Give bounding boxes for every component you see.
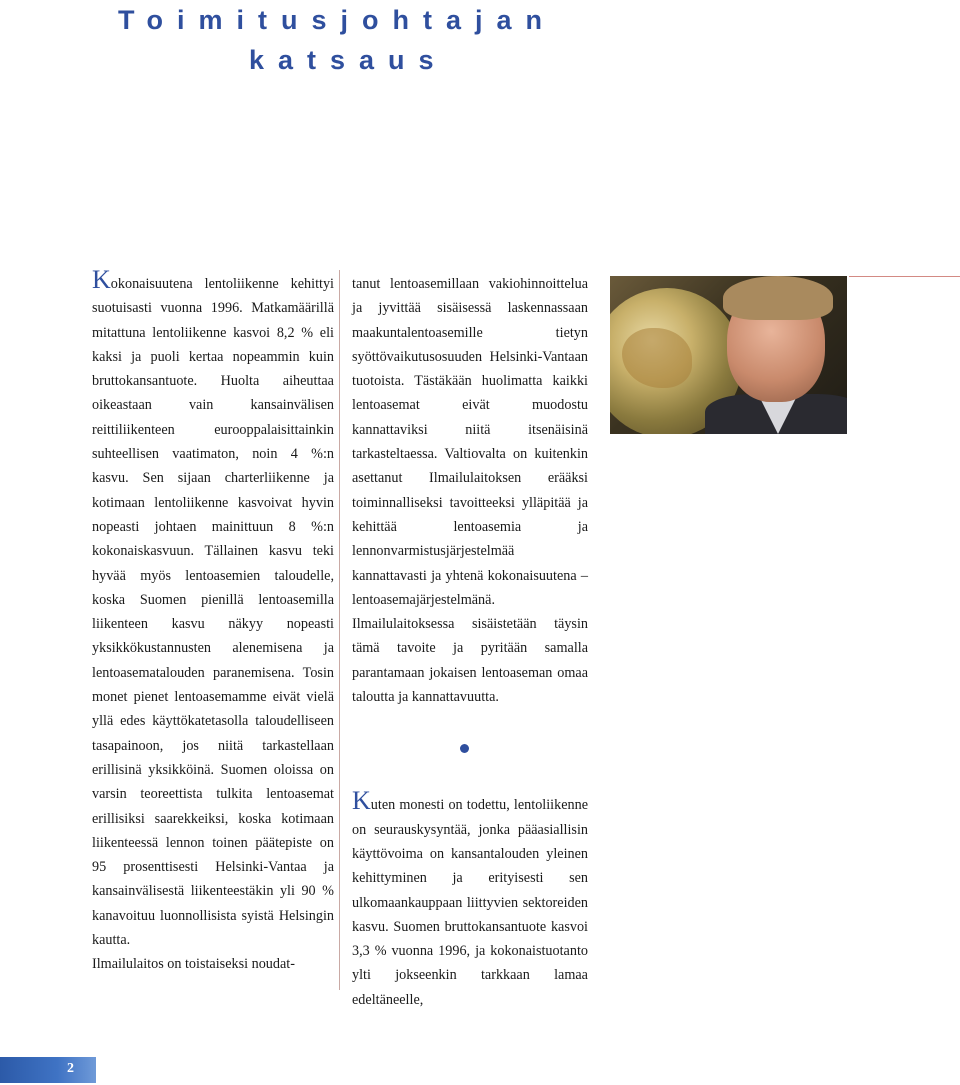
person-hair-shape xyxy=(723,276,833,320)
section-bullet xyxy=(460,744,469,753)
paragraph-1-text: okonaisuutena lentoliikenne kehittyi suotuisasti vuonna 1996. Matkamäärillä mitattuna lentoliikenne kasvoi 8,2 % eli kaksi ja puoli kertaa nopeammin kuin bruttokansantuote. Huolta aiheuttaa oikeastaan vain kansainvälisen reittiliikenteen eurooppalaisittainkin suhteellisen vaatimaton, noin 4 %:n kasvu. Sen sijaan charterliikenne ja kotimaan lentoliikenne kasvoivat hyvin nopeasti johtaen mainittuun 8 %:n kokonaiskasvuun. Tällainen kasvu teki hyvää myös lentoasemien taloudelle, koska Suomen pienillä lentoasemilla liikenteen kasvu näkyy nopeasti yksikkökustannusten alenemisena ja lentoasematalouden paranemisena. Tosin monet pienet lentoasemamme eivät vielä yllä edes käyttökatetasolla taloudelliseen tasapainoon, jos niitä tarkastellaan erillisinä yksikköinä. Suomen oloissa on varsin teoreettista tulkita lentoasemat erillisiksi saarekkeiksi, koska kotimaan liikenteessä lennon toinen päätepiste on 95 prosenttisesti Helsinki-Vantaa ja kansainvälisestä liikenteestäkin yli 90 % kanavoituu luonnollisista syistä Helsingin kautta. xyxy=(92,276,334,949)
column-left xyxy=(92,265,334,977)
dropcap-2: K xyxy=(352,786,371,816)
paragraph-1 xyxy=(92,265,334,952)
section-spacer xyxy=(352,709,588,791)
portrait-photo xyxy=(610,276,847,434)
title-line-1: Toimitusjohtajan xyxy=(118,5,556,35)
photo-rule xyxy=(849,276,960,277)
paragraph-3 xyxy=(352,786,588,1012)
paragraph-1-last-line: Ilmailulaitos on toistaiseksi noudat- xyxy=(92,956,295,973)
page-title xyxy=(118,0,556,80)
column-middle xyxy=(352,272,588,1012)
paragraph-1-continuation xyxy=(92,952,334,976)
paragraph-2 xyxy=(352,272,588,709)
globe-land-shape xyxy=(622,328,692,388)
column-divider xyxy=(339,270,340,990)
title-line-2: katsaus xyxy=(249,45,448,75)
dropcap-1: K xyxy=(92,265,111,294)
page-number: 2 xyxy=(67,1061,74,1076)
page-number-box xyxy=(0,1057,96,1083)
paragraph-3-text: uten monesti on todettu, lentoliikenne on seurauskysyntää, jonka pääasiallisin käyttövoima on kansantalouden yleinen kehittyminen ja erityisesti sen ulkomaankauppaan liittyvien sektoreiden kasvu. Suomen bruttokansantuote kasvoi 3,3 % vuonna 1996, ja kokonaistuotanto ylti jokseenkin tarkkaan lamaa edeltäneelle, xyxy=(352,797,588,1008)
paragraph-2-text: tanut lentoasemillaan vakiohinnoittelua ja jyvittää sisäisessä laskennassaan maakuntalentoasemille tietyn syöttövaikutusosuuden Helsinki-Vantaan tuotoista. Tästäkään huolimatta kaikki lentoasemat eivät muodostu kannattaviksi niitä itsenäisinä tarkasteltaessa. Valtiovalta on kuitenkin asettanut Ilmailulaitoksen erääksi toiminnalliseksi tavoitteeksi ylläpitää ja kehittää lentoasemia ja lennonvarmistusjärjestelmää kannattavasti ja yhtenä kokonaisuutena – lentoasemajärjestelmänä. Ilmailulaitoksessa sisäistetään täysin tämä tavoite ja pyritään samalla parantamaan jokaisen lentoaseman omaa taloutta ja kannattavuutta. xyxy=(352,276,588,706)
